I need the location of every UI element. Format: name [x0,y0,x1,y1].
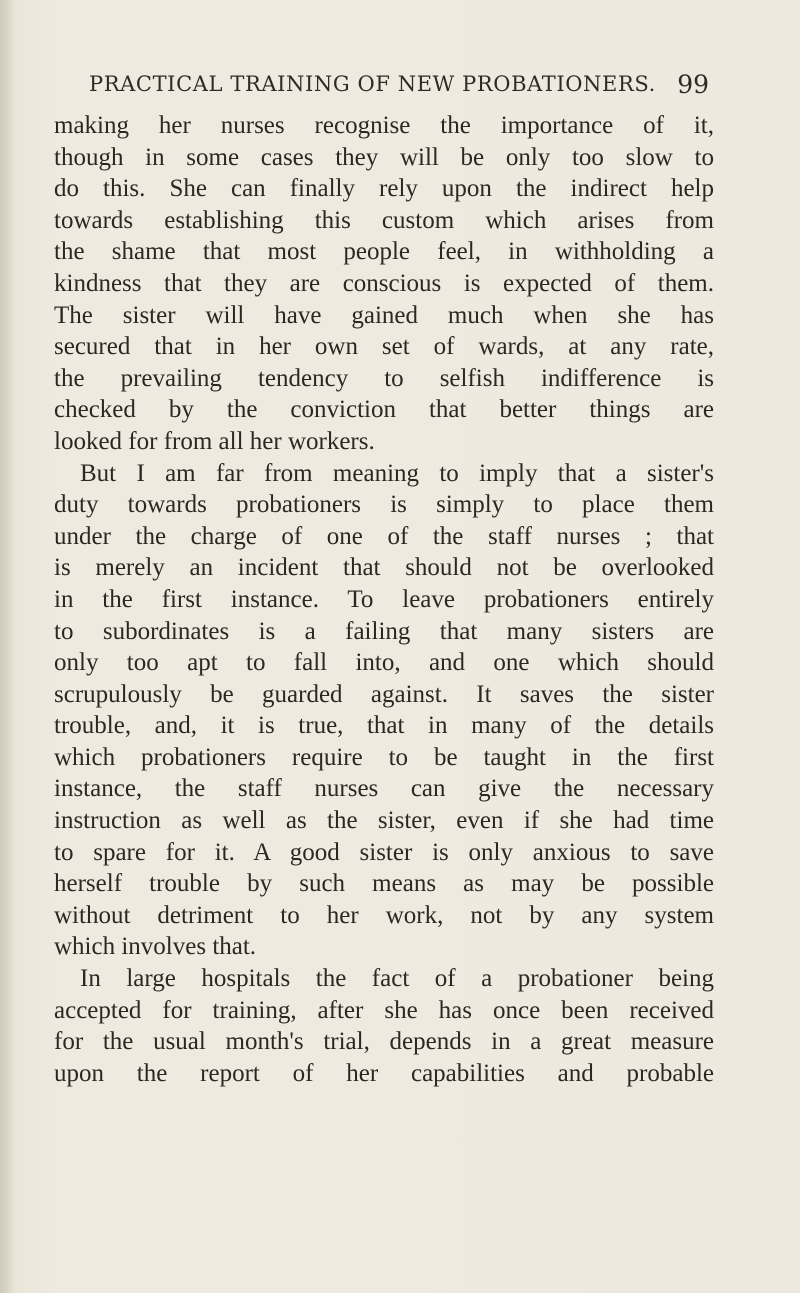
text-line: towards establishing this custom which arises from [54,206,714,234]
text-line: to spare for it. A good sister is only anxious to save [54,838,714,866]
text-line: only too apt to fall into, and one which should [54,649,714,677]
paragraph-start-line: But I am far from meaning to imply that a sister's [80,459,714,487]
text-line: instruction as well as the sister, even if she had time [54,807,714,835]
page-gutter-shadow [0,0,14,1293]
text-line: is merely an incident that should not be overlooked [54,554,714,582]
text-line: checked by the conviction that better things are [54,396,714,424]
text-line: for the usual month's trial, depends in a great measure [54,1028,714,1056]
text-line: upon the report of her capabilities and probable [54,1059,714,1087]
text-line: the prevailing tendency to selfish indifference is [54,364,714,392]
body-text [54,110,714,1089]
text-line: looked for from all her workers. [54,427,375,455]
text-line: the shame that most people feel, in withholding a [54,238,714,266]
text-line: in the first instance. To leave probationers entirely [54,585,714,613]
text-line: duty towards probationers is simply to place them [54,491,714,519]
text-line: The sister will have gained much when she has [54,301,714,329]
text-line: secured that in her own set of wards, at any rate, [54,333,714,361]
text-line: kindness that they are conscious is expected of them. [54,269,714,297]
text-line: which probationers require to be taught in the first [54,743,714,771]
page-number: 99 [677,70,709,99]
text-line: which involves that. [54,933,257,961]
text-line: instance, the staff nurses can give the necessary [54,775,714,803]
text-line: to subordinates is a failing that many sisters are [54,617,714,645]
text-line: herself trouble by such means as may be possible [54,870,714,898]
text-line: making her nurses recognise the importance of it, [54,112,714,139]
text-line: trouble, and, it is true, that in many of the details [54,712,714,740]
paragraph-start-line: In large hospitals the fact of a probationer being [80,965,714,993]
text-line: accepted for training, after she has once been received [54,996,714,1024]
text-line: under the charge of one of the staff nurses ; that [54,522,714,550]
text-line: though in some cases they will be only too slow to [54,143,714,171]
text-line: do this. She can finally rely upon the indirect help [54,175,714,203]
running-title: PRACTICAL TRAINING OF NEW PROBATIONERS. [89,72,656,96]
text-line: without detriment to her work, not by any system [54,901,714,929]
text-line: scrupulously be guarded against. It saves the sister [54,680,714,708]
